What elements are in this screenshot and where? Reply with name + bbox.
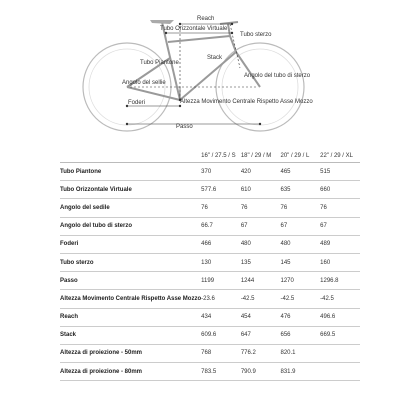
table-row [60,344,360,362]
row-label: Altezza di proiezione - 80mm [60,363,201,381]
table-row [60,326,360,344]
row-value: 420 [241,163,281,181]
row-value: 489 [320,235,360,253]
row-value: 776.2 [241,344,281,362]
row-value: 647 [241,326,281,344]
row-value [320,363,360,381]
saddle [150,20,174,24]
table-row [60,363,360,381]
row-value: -23.6 [201,290,241,308]
row-value: 76 [320,199,360,217]
row-label: Angolo del tubo di sterzo [60,217,201,235]
label-head-tube: Tubo sterzo [240,32,272,38]
row-label: Tubo Piantone [60,163,201,181]
row-value: 76 [201,199,241,217]
row-label: Tubo Orizzontale Virtuale [60,181,201,199]
row-value: 656 [280,326,320,344]
row-value: 466 [201,235,241,253]
row-value: 610 [241,181,281,199]
table-row [60,290,360,308]
header-size-s: 16" / 27.5 / S [201,150,241,163]
table-row [60,163,360,181]
label-reach: Reach [197,16,215,22]
row-value: 1244 [241,272,281,290]
header-size-l: 20" / 29 / L [280,150,320,163]
row-label: Angolo del sedile [60,199,201,217]
row-value: 1296.8 [320,272,360,290]
row-value: 609.6 [201,326,241,344]
table-row [60,253,360,271]
table-row [60,199,360,217]
row-label: Altezza Movimento Centrale Rispetto Asse Mozzo [60,290,201,308]
row-value: 515 [320,163,360,181]
label-seat-tube: Tubo Piantone [140,60,179,66]
row-label: Tubo sterzo [60,253,201,271]
row-value: 465 [280,163,320,181]
label-top-tube: Tubo Orizzontale Virtuale [160,26,228,32]
row-value: 145 [280,253,320,271]
row-value: 790.9 [241,363,281,381]
geometry-table [60,150,360,381]
label-foderi: Foderi [128,100,146,106]
row-value: 768 [201,344,241,362]
table-row [60,272,360,290]
label-wheelbase: Passo [176,124,193,130]
row-value: 67 [320,217,360,235]
header-blank [60,150,201,163]
label-head-angle: Angolo del tubo di sterzo [244,73,311,79]
row-value: 370 [201,163,241,181]
row-value: 67 [280,217,320,235]
row-value: 1270 [280,272,320,290]
row-value: 496.6 [320,308,360,326]
row-value: 160 [320,253,360,271]
row-value: -42.5 [280,290,320,308]
table-row [60,308,360,326]
row-value: 76 [241,199,281,217]
row-value: 480 [280,235,320,253]
table-row [60,217,360,235]
row-value: 130 [201,253,241,271]
row-value: 434 [201,308,241,326]
row-value: -42.5 [320,290,360,308]
row-label: Passo [60,272,201,290]
row-label: Stack [60,326,201,344]
table-row [60,235,360,253]
row-value [320,344,360,362]
row-value: 577.6 [201,181,241,199]
header-size-m: 18" / 29 / M [241,150,281,163]
row-value: 820.1 [280,344,320,362]
row-value: 635 [280,181,320,199]
row-label: Reach [60,308,201,326]
row-value: 783.5 [201,363,241,381]
row-label: Foderi [60,235,201,253]
label-stack: Stack [207,55,223,61]
row-value: 831.9 [280,363,320,381]
table-row [60,181,360,199]
row-value: 669.5 [320,326,360,344]
row-value: 480 [241,235,281,253]
row-label: Altezza di proiezione - 50mm [60,344,201,362]
row-value: 135 [241,253,281,271]
bike-geometry-diagram [0,0,400,140]
row-value: 66.7 [201,217,241,235]
row-value: 454 [241,308,281,326]
header-size-xl: 22" / 29 / XL [320,150,360,163]
label-bb-drop: Altezza Movimento Centrale Rispetto Asse Mozzo [180,99,313,105]
row-value: -42.5 [241,290,281,308]
row-value: 1199 [201,272,241,290]
row-value: 67 [241,217,281,235]
label-seat-angle: Angolo del sellie [122,80,166,86]
row-value: 660 [320,181,360,199]
row-value: 76 [280,199,320,217]
row-value: 476 [280,308,320,326]
table-header-row [60,150,360,163]
